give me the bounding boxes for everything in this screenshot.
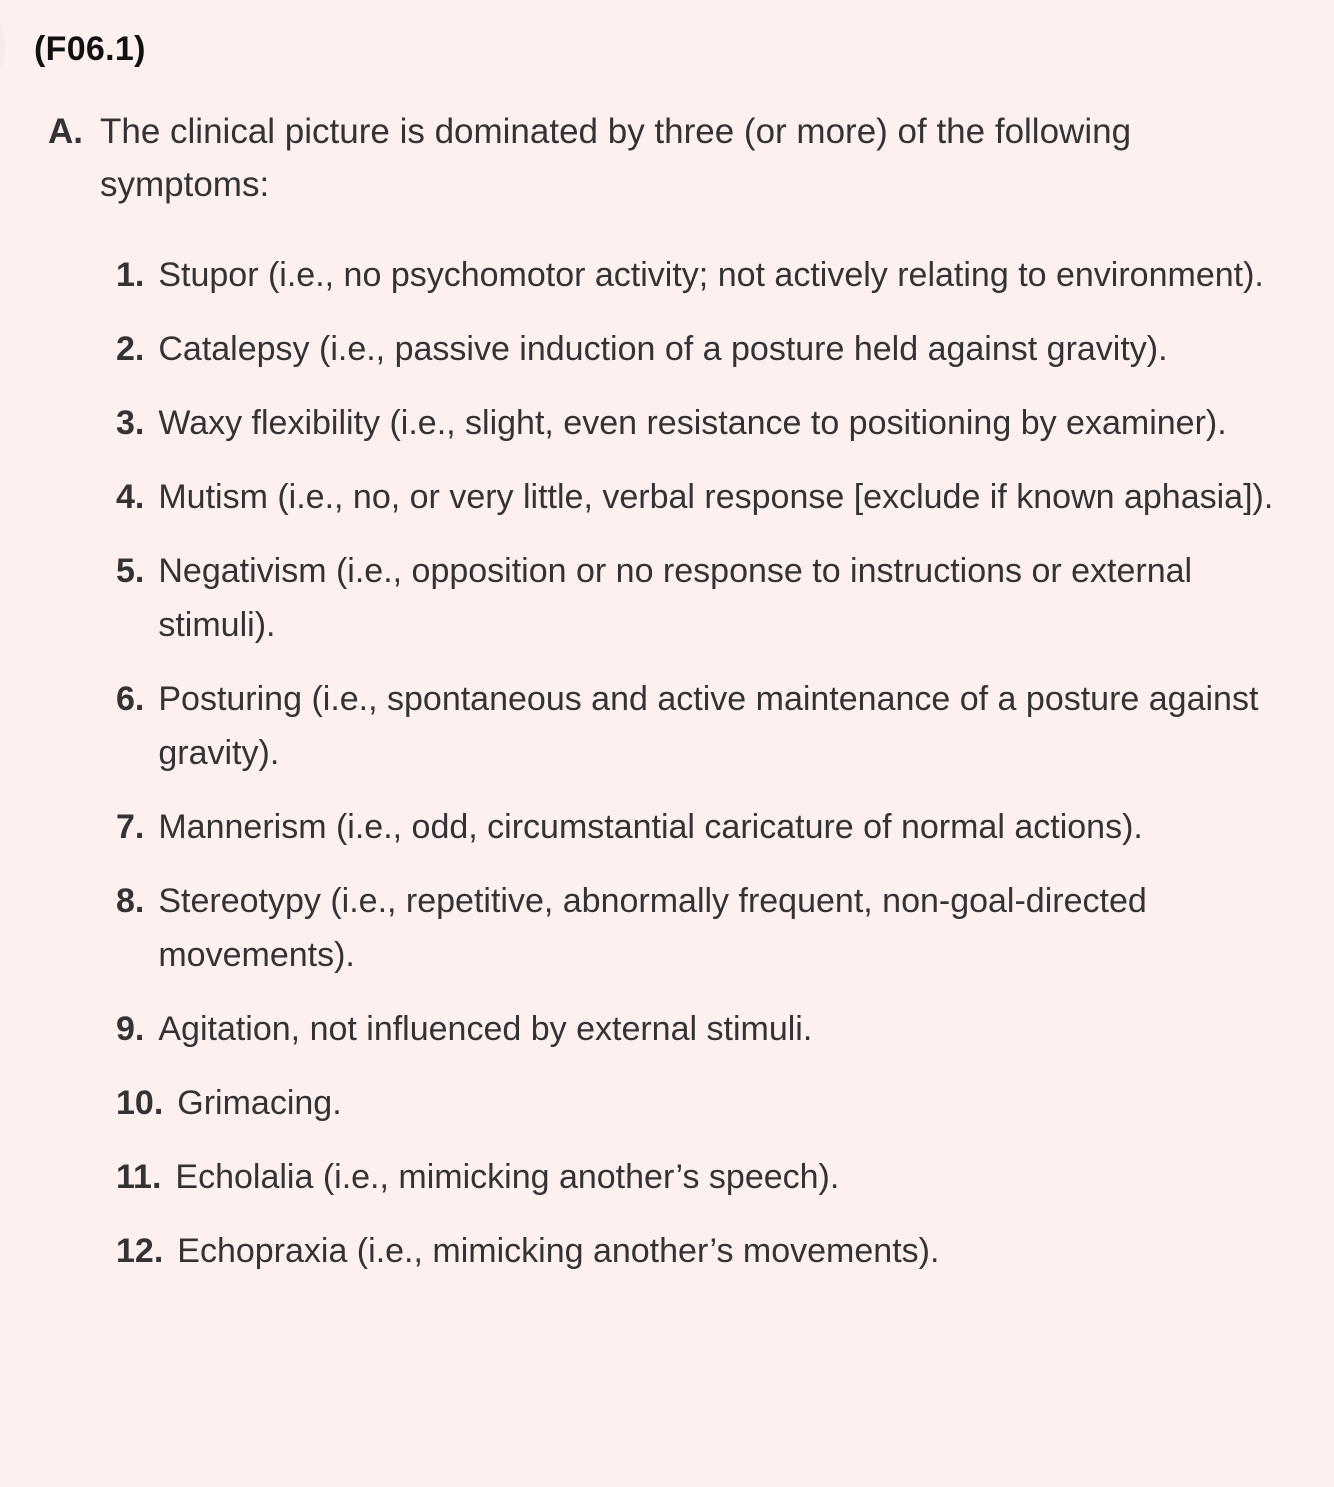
symptom-item: [116, 874, 1316, 982]
symptom-item: [116, 1076, 1316, 1130]
symptom-item: [116, 248, 1316, 302]
criterion-a: [48, 105, 1278, 211]
symptom-text: Echopraxia (i.e., mimicking another’s movements).: [177, 1232, 940, 1270]
symptom-item: [116, 800, 1316, 854]
criterion-text: The clinical picture is dominated by three (or more) of the following symptoms:: [100, 112, 1132, 204]
symptom-item: [116, 672, 1316, 780]
symptom-number: 11.: [116, 1158, 162, 1196]
symptom-item: [116, 470, 1316, 524]
symptom-number: 1.: [116, 256, 145, 294]
symptom-number: 12.: [116, 1232, 164, 1270]
symptom-item: [116, 396, 1316, 450]
diagnosis-code-heading: (F06.1): [34, 30, 146, 68]
symptom-text: Waxy flexibility (i.e., slight, even resistance to positioning by examiner).: [158, 404, 1227, 442]
symptom-number: 8.: [116, 882, 145, 920]
symptom-number: 6.: [116, 680, 145, 718]
symptom-text: Agitation, not influenced by external stimuli.: [158, 1010, 813, 1048]
symptom-item: [116, 544, 1316, 652]
edge-shadow: [0, 4, 6, 90]
symptom-text: Mannerism (i.e., odd, circumstantial caricature of normal actions).: [158, 808, 1143, 846]
symptom-number: 5.: [116, 552, 145, 590]
symptom-list: [116, 248, 1316, 1298]
symptom-text: Negativism (i.e., opposition or no response to instructions or external stimuli).: [158, 552, 1193, 644]
symptom-text: Posturing (i.e., spontaneous and active maintenance of a posture against gravity).: [158, 680, 1259, 772]
symptom-number: 4.: [116, 478, 145, 516]
symptom-number: 7.: [116, 808, 145, 846]
symptom-item: [116, 322, 1316, 376]
symptom-text: Catalepsy (i.e., passive induction of a posture held against gravity).: [158, 330, 1168, 368]
symptom-number: 10.: [116, 1084, 164, 1122]
symptom-item: [116, 1150, 1316, 1204]
symptom-text: Stereotypy (i.e., repetitive, abnormally frequent, non-goal-directed movements).: [158, 882, 1147, 974]
criterion-marker: A.: [48, 112, 83, 151]
symptom-number: 3.: [116, 404, 145, 442]
symptom-number: 2.: [116, 330, 145, 368]
symptom-number: 9.: [116, 1010, 145, 1048]
symptom-text: Grimacing.: [177, 1084, 342, 1122]
symptom-text: Stupor (i.e., no psychomotor activity; not actively relating to environment).: [158, 256, 1264, 294]
symptom-text: Echolalia (i.e., mimicking another’s speech).: [175, 1158, 840, 1196]
symptom-item: [116, 1002, 1316, 1056]
symptom-item: [116, 1224, 1316, 1278]
symptom-text: Mutism (i.e., no, or very little, verbal response [exclude if known aphasia]).: [158, 478, 1274, 516]
